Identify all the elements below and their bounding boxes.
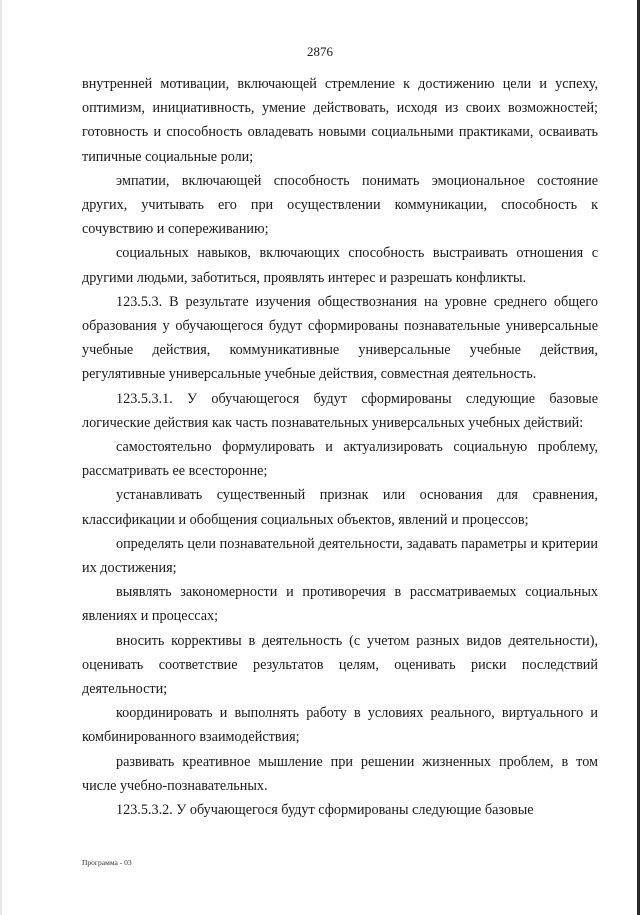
paragraph-continuation: внутренней мотивации, включающей стремление к достижению цели и успеху, оптимизм, инициативность, умение действовать, исходя из своих возможностей; готовность и способность овладевать новыми социальными практиками, осваивать типичные социальные роли; bbox=[82, 76, 598, 165]
paragraph: самостоятельно формулировать и актуализировать социальную проблему, рассматривать ее всесторонне; bbox=[82, 439, 598, 480]
paragraph: вносить коррективы в деятельность (с учетом разных видов деятельности), оценивать соответствие результатов целям, оценивать риски последствий деятельности; bbox=[82, 632, 598, 698]
page-body bbox=[82, 72, 598, 822]
paragraph: развивать креативное мышление при решении жизненных проблем, в том числе учебно-познавательных. bbox=[82, 753, 598, 794]
paragraph: координировать и выполнять работу в условиях реального, виртуального и комбинированного взаимодействия; bbox=[82, 705, 598, 746]
paragraph: 123.5.3.2. У обучающегося будут сформированы следующие базовые bbox=[116, 802, 534, 819]
paragraph: эмпатии, включающей способность понимать эмоциональное состояние других, учитывать его при осуществлении коммуникации, способность к сочувствию и сопереживанию; bbox=[82, 172, 598, 238]
paragraph: социальных навыков, включающих способность выстраивать отношения с другими людьми, заботиться, проявлять интерес и разрешать конфликты. bbox=[82, 245, 598, 286]
paragraph: определять цели познавательной деятельности, задавать параметры и критерии их достижения; bbox=[82, 535, 598, 577]
paragraph: 123.5.3.1. У обучающегося будут сформированы следующие базовые логические действия как часть познавательных универсальных учебных действий: bbox=[82, 390, 598, 431]
paragraph: устанавливать существенный признак или основания для сравнения, классификации и обобщения социальных объектов, явлений и процессов; bbox=[82, 487, 598, 528]
paragraph: выявлять закономерности и противоречия в рассматриваемых социальных явлениях и процессах; bbox=[82, 584, 598, 625]
page-footer: Программа - 03 bbox=[82, 858, 132, 867]
page-number: 2876 bbox=[307, 44, 333, 59]
paragraph: 123.5.3. В результате изучения обществознания на уровне среднего общего образования у обучающегося будут сформированы познавательные универсальные учебные действия, коммуникативные универсальные учебные действия, регулятивные универсальные учебные действия, совместная деятельность. bbox=[82, 293, 598, 383]
scan-edge-left bbox=[0, 0, 2, 915]
